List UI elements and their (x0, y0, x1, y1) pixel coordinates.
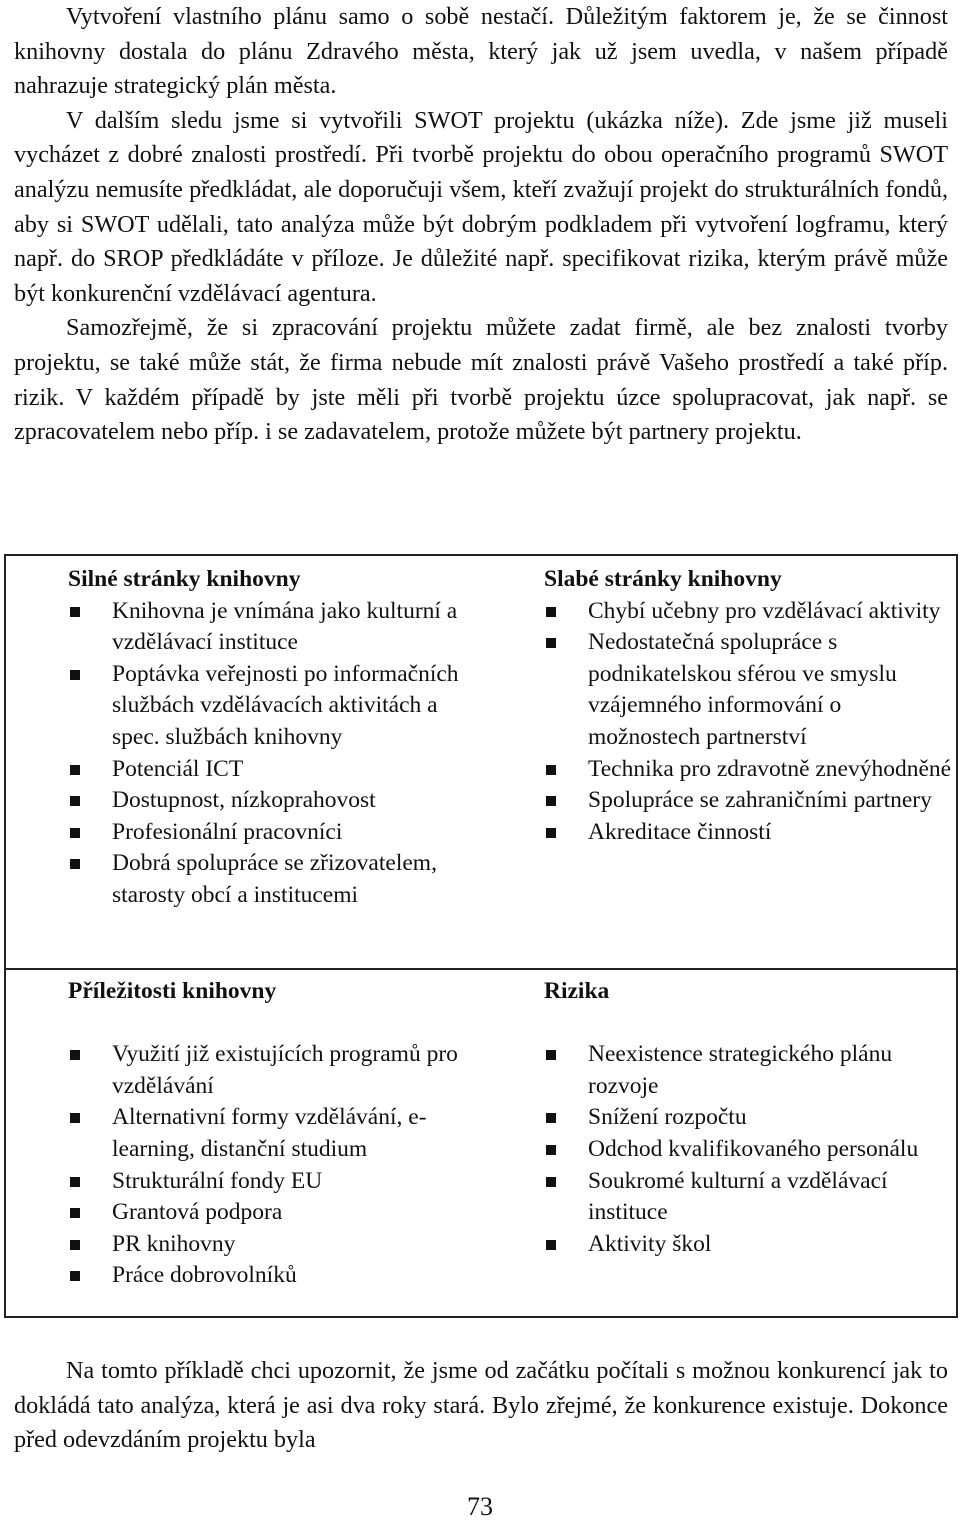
square-bullet-icon (546, 765, 556, 775)
list-item: Soukromé kulturní a vzdělávací instituce (544, 1166, 954, 1229)
square-bullet-icon (70, 670, 80, 680)
square-bullet-icon (546, 1145, 556, 1155)
closing-paragraph: Na tomto příkladě chci upozornit, že jsme od začátku počítali s možnou konkurencí jak to dokládá tato analýza, která je asi dva roky stará. Bylo zřejmé, že konkurence existuje. Dokonce před odevzdáním projektu byla (14, 1357, 948, 1454)
list-item: Neexistence strategického plánu rozvoje (544, 1039, 954, 1102)
square-bullet-icon (70, 828, 80, 838)
square-bullet-icon (546, 638, 556, 648)
square-bullet-icon (70, 1208, 80, 1218)
square-bullet-icon (70, 796, 80, 806)
weaknesses-list (544, 596, 954, 849)
intro-paragraph-3: Samozřejmě, že si zpracování projektu můžete zadat firmě, ale bez znalosti tvorby projektu, se také může stát, že firma nebude mít znalosti právě Vašeho prostředí a také příp. rizik. V každém případě by jste měli při tvorbě projektu úzce spolupracovat, jak např. se zpracovatelem nebo příp. i se zadavatelem, protože můžete být partnery projektu. (14, 314, 948, 446)
list-item: Nedostatečná spolupráce s podnikatelskou sférou ve smyslu vzájemného informování o možnostech partnerství (544, 627, 954, 753)
list-item: Dostupnost, nízkoprahovost (68, 785, 488, 817)
square-bullet-icon (70, 859, 80, 869)
square-bullet-icon (546, 607, 556, 617)
list-item: Grantová podpora (68, 1197, 488, 1229)
list-item: Aktivity škol (544, 1229, 954, 1261)
weaknesses-title: Slabé stránky knihovny (544, 566, 782, 592)
spacer (544, 1008, 954, 1040)
opportunities-list (68, 1039, 488, 1292)
square-bullet-icon (70, 1240, 80, 1250)
list-item: Knihovna je vnímána jako kulturní a vzdělávací instituce (68, 596, 488, 659)
square-bullet-icon (70, 1050, 80, 1060)
square-bullet-icon (546, 1050, 556, 1060)
list-item: Poptávka veřejnosti po informačních službách vzdělávacích aktivitách a spec. službách knihovny (68, 659, 488, 754)
swot-table (4, 554, 958, 1318)
closing-text (14, 1354, 948, 1458)
intro-text (14, 0, 948, 450)
list-item: Spolupráce se zahraničními partnery (544, 785, 954, 817)
square-bullet-icon (546, 1240, 556, 1250)
square-bullet-icon (546, 796, 556, 806)
list-item: Práce dobrovolníků (68, 1260, 488, 1292)
list-item: Odchod kvalifikovaného personálu (544, 1134, 954, 1166)
square-bullet-icon (70, 607, 80, 617)
list-item: Dobrá spolupráce se zřizovatelem, starosty obcí a institucemi (68, 848, 488, 911)
swot-row-divider (6, 968, 956, 970)
swot-threats (544, 976, 954, 1260)
list-item: Využití již existujících programů pro vzdělávání (68, 1039, 488, 1102)
square-bullet-icon (70, 1271, 80, 1281)
list-item: Potenciál ICT (68, 754, 488, 786)
square-bullet-icon (546, 1113, 556, 1123)
list-item: Strukturální fondy EU (68, 1166, 488, 1198)
swot-strengths (68, 564, 488, 912)
square-bullet-icon (546, 1177, 556, 1187)
threats-title: Rizika (544, 978, 610, 1004)
list-item: Akreditace činností (544, 817, 954, 849)
list-item: Chybí učebny pro vzdělávací aktivity (544, 596, 954, 628)
list-item: PR knihovny (68, 1229, 488, 1261)
swot-opportunities (68, 976, 488, 1292)
strengths-list (68, 596, 488, 912)
spacer (68, 1008, 488, 1040)
list-item: Technika pro zdravotně znevýhodněné (544, 754, 954, 786)
square-bullet-icon (546, 828, 556, 838)
square-bullet-icon (70, 1177, 80, 1187)
page-number: 73 (467, 1492, 493, 1521)
list-item: Alternativní formy vzdělávání, e-learning, distanční studium (68, 1102, 488, 1165)
list-item: Snížení rozpočtu (544, 1102, 954, 1134)
intro-paragraph-2: V dalším sledu jsme si vytvořili SWOT projektu (ukázka níže). Zde jsme již museli vycházet z dobré znalosti prostředí. Při tvorbě projektu do obou operačního programů SWOT analýzu nemusíte předkládat, ale doporučuji všem, kteří zvažují projekt do strukturálních fondů, aby si SWOT udělali, tato analýza může být dobrým podkladem při vytvoření logframu, který např. do SROP předkládáte v příloze. Je důležité např. specifikovat rizika, kterým právě může být konkurenční vzdělávací agentura. (14, 106, 948, 307)
strengths-title: Silné stránky knihovny (68, 566, 301, 592)
square-bullet-icon (70, 765, 80, 775)
intro-paragraph-1: Vytvoření vlastního plánu samo o sobě nestačí. Důležitým faktorem je, že se činnost knihovny dostala do plánu Zdravého města, který jak už jsem uvedla, v našem případě nahrazuje strategický plán města. (14, 3, 948, 100)
opportunities-title: Příležitosti knihovny (68, 978, 277, 1004)
threats-list (544, 1039, 954, 1260)
square-bullet-icon (70, 1113, 80, 1123)
list-item: Profesionální pracovníci (68, 817, 488, 849)
swot-weaknesses (544, 564, 954, 848)
